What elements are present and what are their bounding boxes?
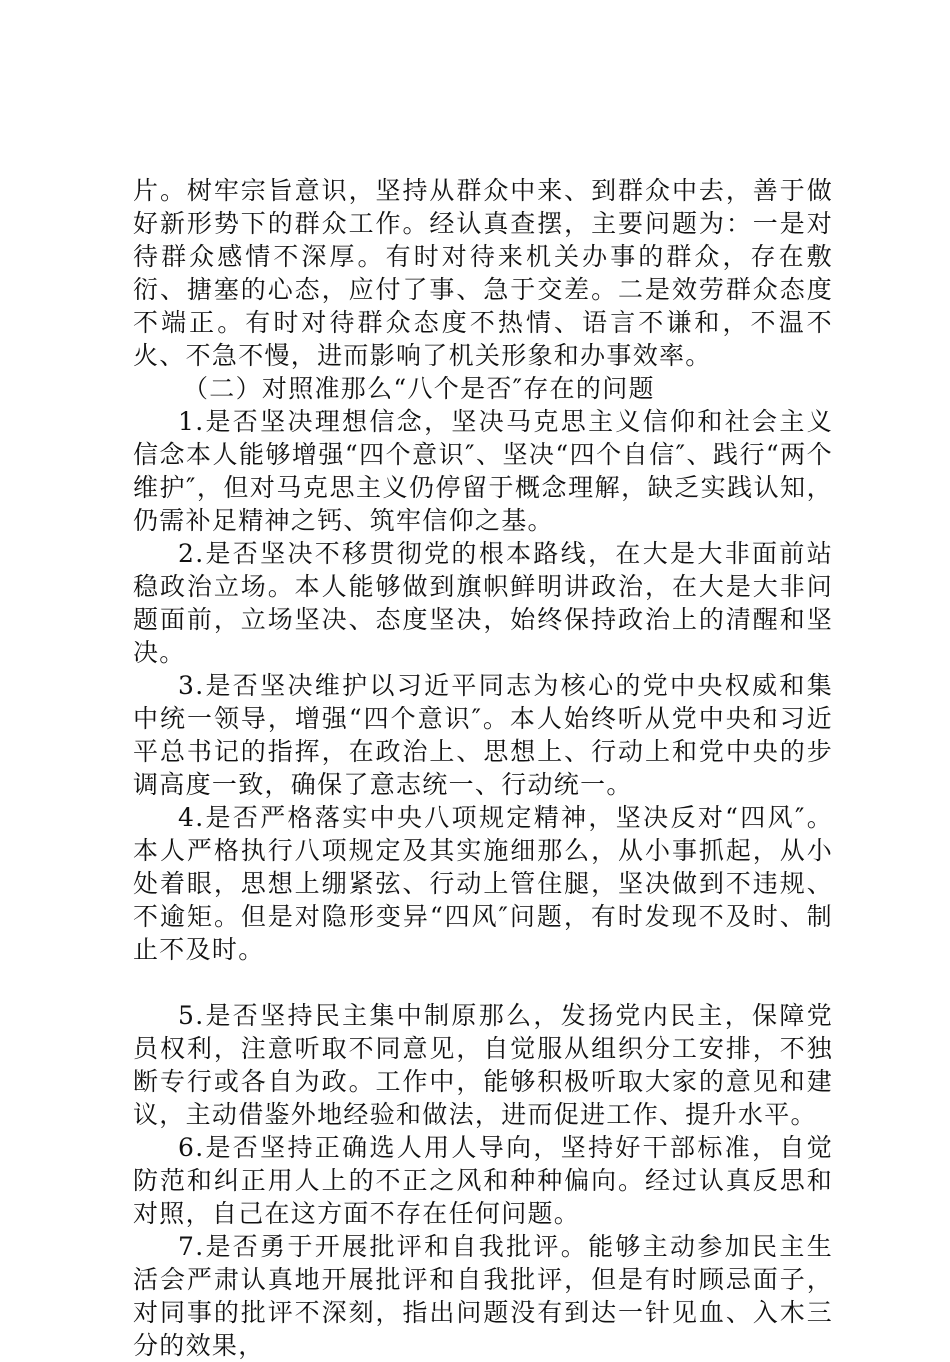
paragraph-item-4: 4.是否严格落实中央八项规定精神，坚决反对“四风″。本人严格执行八项规定及其实施细那么，从小事抓起，从小处着眼，思想上绷紧弦、行动上管住腿，坚决做到不违规、不逾矩。但是对隐形变异“四风″问题，有时发现不及时、制止不及时。 xyxy=(133,803,833,964)
paragraph-item-3: 3.是否坚决维护以习近平同志为核心的党中央权威和集中统一领导，增强“四个意识″。本人始终听从党中央和习近平总书记的指挥，在政治上、思想上、行动上和党中央的步调高度一致，确保了意志统一、行动统一。 xyxy=(133,671,833,799)
paragraph-item-2: 2.是否坚决不移贯彻党的根本路线，在大是大非面前站稳政治立场。本人能够做到旗帜鲜明讲政治，在大是大非问题面前，立场坚决、态度坚决，始终保持政治上的清醒和坚决。 xyxy=(133,539,833,667)
paragraph-item-6: 6.是否坚持正确选人用人导向，坚持好干部标准，自觉防范和纠正用人上的不正之风和种种偏向。经过认真反思和对照，自己在这方面不存在任何问题。 xyxy=(133,1133,833,1228)
paragraph-item-1: 1.是否坚决理想信念，坚决马克思主义信仰和社会主义信念本人能够增强“四个意识″、坚决“四个自信″、践行“两个维护″，但对马克思主义仍停留于概念理解，缺乏实践认知，仍需补足精神之钙、筑牢信仰之基。 xyxy=(133,407,833,535)
section-heading: （二）对照准那么“八个是否″存在的问题 xyxy=(183,374,655,403)
paragraph-continuation: 片。树牢宗旨意识，坚持从群众中来、到群众中去，善于做好新形势下的群众工作。经认真查摆，主要问题为：一是对待群众感情不深厚。有时对待来机关办事的群众，存在敷衍、搪塞的心态，应付了事、急于交差。二是效劳群众态度不端正。有时对待群众态度不热情、语言不谦和，不温不火、不急不慢，进而影响了机关形象和办事效率。 xyxy=(133,176,833,370)
paragraph-item-7: 7.是否勇于开展批评和自我批评。能够主动参加民主生活会严肃认真地开展批评和自我批评，但是有时顾忌面子，对同事的批评不深刻，指出问题没有到达一针见血、入木三分的效果， xyxy=(133,1232,833,1360)
document-body xyxy=(133,174,833,1362)
paragraph-item-5: 5.是否坚持民主集中制原那么，发扬党内民主，保障党员权利，注意听取不同意见，自觉服从组织分工安排，不独断专行或各自为政。工作中，能够积极听取大家的意见和建议，主动借鉴外地经验和做法，进而促进工作、提升水平。 xyxy=(133,1001,833,1129)
